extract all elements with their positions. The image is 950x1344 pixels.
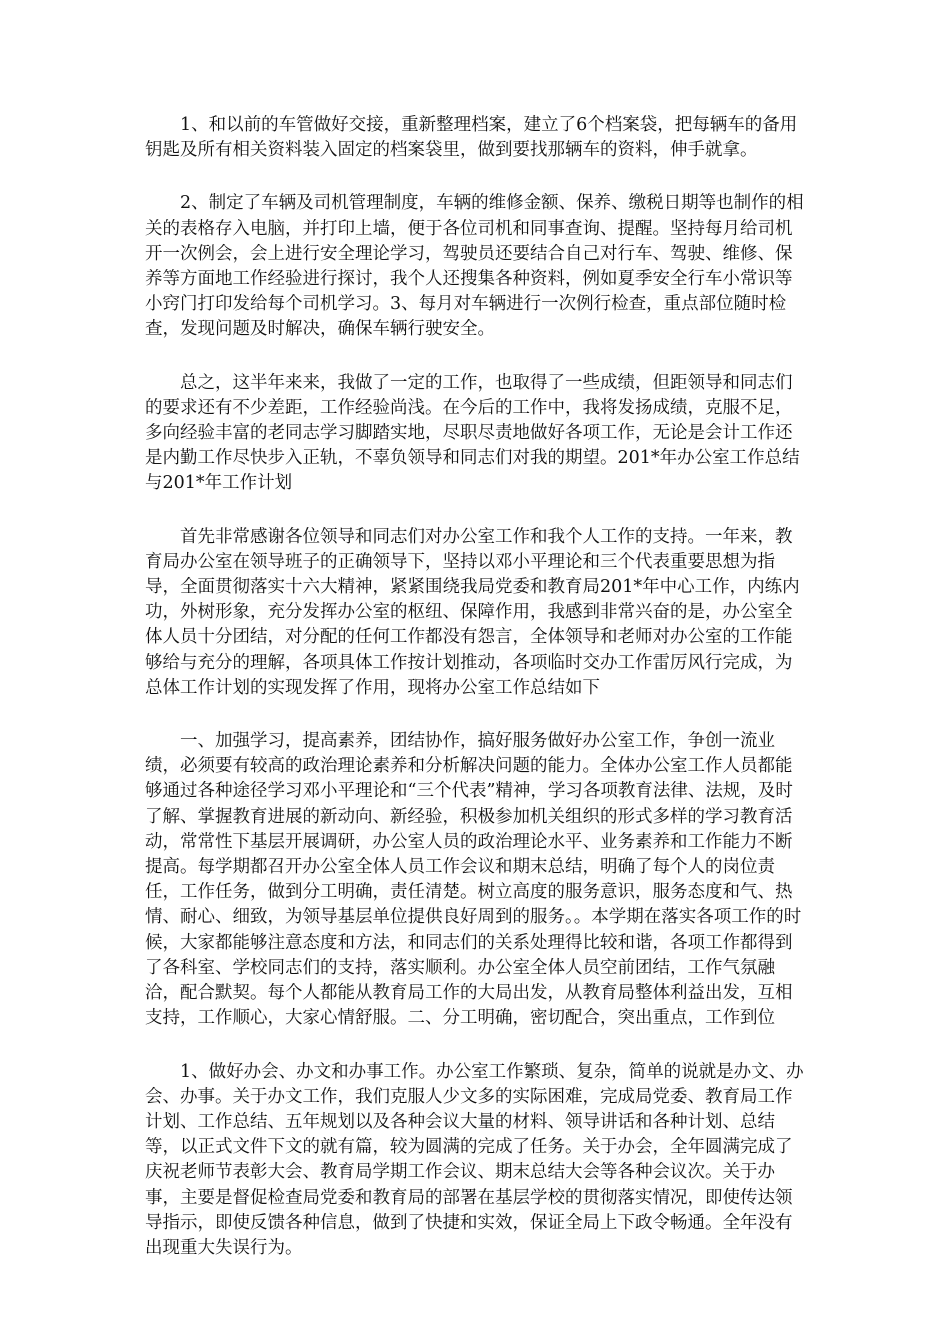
paragraph-office-work: 1、做好办会、办文和办事工作。办公室工作繁琐、复杂，简单的说就是办文、办会、办事。关于办文工作，我们克服人少文多的实际困难，完成局党委、教育局工作计划、工作总结、五年规划以及各种会议大量的材料、领导讲话和各种计划、总结等，以正式文件下文的就有篇，较为圆满的完成了任务。关于办会，全年圆满完成了庆祝老师节表彰大会、教育局学期工作会议、期末总结大会等各种会议次。关于办事，主要是督促检查局党委和教育局的部署在基层学校的贯彻落实情况，即使传达领导指示，即使反馈各种信息，做到了快捷和实效，保证全局上下政令畅通。全年没有出现重大失误行为。: [145, 1061, 804, 1258]
paragraph-summary: 总之，这半年来来，我做了一定的工作，也取得了一些成绩，但距领导和同志们的要求还有不少差距，工作经验尚浅。在今后的工作中，我将发扬成绩，克服不足，多向经验丰富的老同志学习脚踏实地，尽职尽责地做好各项工作，无论是会计工作还是内勤工作尽快步入正轨，不辜负领导和同志们对我的期望。201*年办公室工作总结与201*年工作计划: [145, 372, 800, 494]
document-body: [145, 113, 805, 1289]
paragraph-thanks-intro: 首先非常感谢各位领导和同志们对办公室工作和我个人工作的支持。一年来，教育局办公室在领导班子的正确领导下，坚持以邓小平理论和三个代表重要思想为指导，全面贯彻落实十六大精神，紧紧围绕我局党委和教育局201*年中心工作，内练内功，外树形象，充分发挥办公室的枢纽、保障作用，我感到非常兴奋的是，办公室全体人员十分团结，对分配的任何工作都没有怨言，全体领导和老师对办公室的工作能够给与充分的理解，各项具体工作按计划推动，各项临时交办工作雷厉风行完成，为总体工作计划的实现发挥了作用，现将办公室工作总结如下: [145, 526, 800, 698]
paragraph-study-section: 一、加强学习，提高素养，团结协作，搞好服务做好办公室工作，争创一流业绩，必须要有较高的政治理论素养和分析解决问题的能力。全体办公室工作人员都能够通过各种途径学习邓小平理论和“三个代表”精神，学习各项教育法律、法规，及时了解、掌握教育进展的新动向、新经验，积极参加机关组织的形式多样的学习教育活动，常常性下基层开展调研，办公室人员的政治理论水平、业务素养和工作能力不断提高。每学期都召开办公室全体人员工作会议和期末总结，明确了每个人的岗位责任，工作任务，做到分工明确，责任清楚。树立高度的服务意识，服务态度和气、热情、耐心、细致，为领导基层单位提供良好周到的服务。。本学期在落实各项工作的时候，大家都能够注意态度和方法，和同志们的关系处理得比较和谐，各项工作都得到了各科室、学校同志们的支持，落实顺利。办公室全体人员空前团结，工作气氛融洽，配合默契。每个人都能从教育局工作的大局出发，从教育局整体利益出发，互相支持，工作顺心，大家心情舒服。二、分工明确，密切配合，突出重点，工作到位: [145, 731, 802, 1029]
paragraph-vehicle-archive: 1、和以前的车管做好交接，重新整理档案，建立了6个档案袋，把每辆车的备用钥匙及所有相关资料装入固定的档案袋里，做到要找那辆车的资料，伸手就拿。: [145, 115, 798, 161]
paragraph-vehicle-management: 2、制定了车辆及司机管理制度，车辆的维修金额、保养、缴税日期等也制作的相关的表格存入电脑，并打印上墙，便于各位司机和同事查询、提醒。坚持每月给司机开一次例会，会上进行安全理论学习，驾驶员还要结合自己对行车、驾驶、维修、保养等方面地工作经验进行探讨，我个人还搜集各种资料，例如夏季安全行车小常识等小窍门打印发给每个司机学习。3、每月对车辆进行一次例行检查，重点部位随时检查，发现问题及时解决，确保车辆行驶安全。: [145, 193, 804, 340]
